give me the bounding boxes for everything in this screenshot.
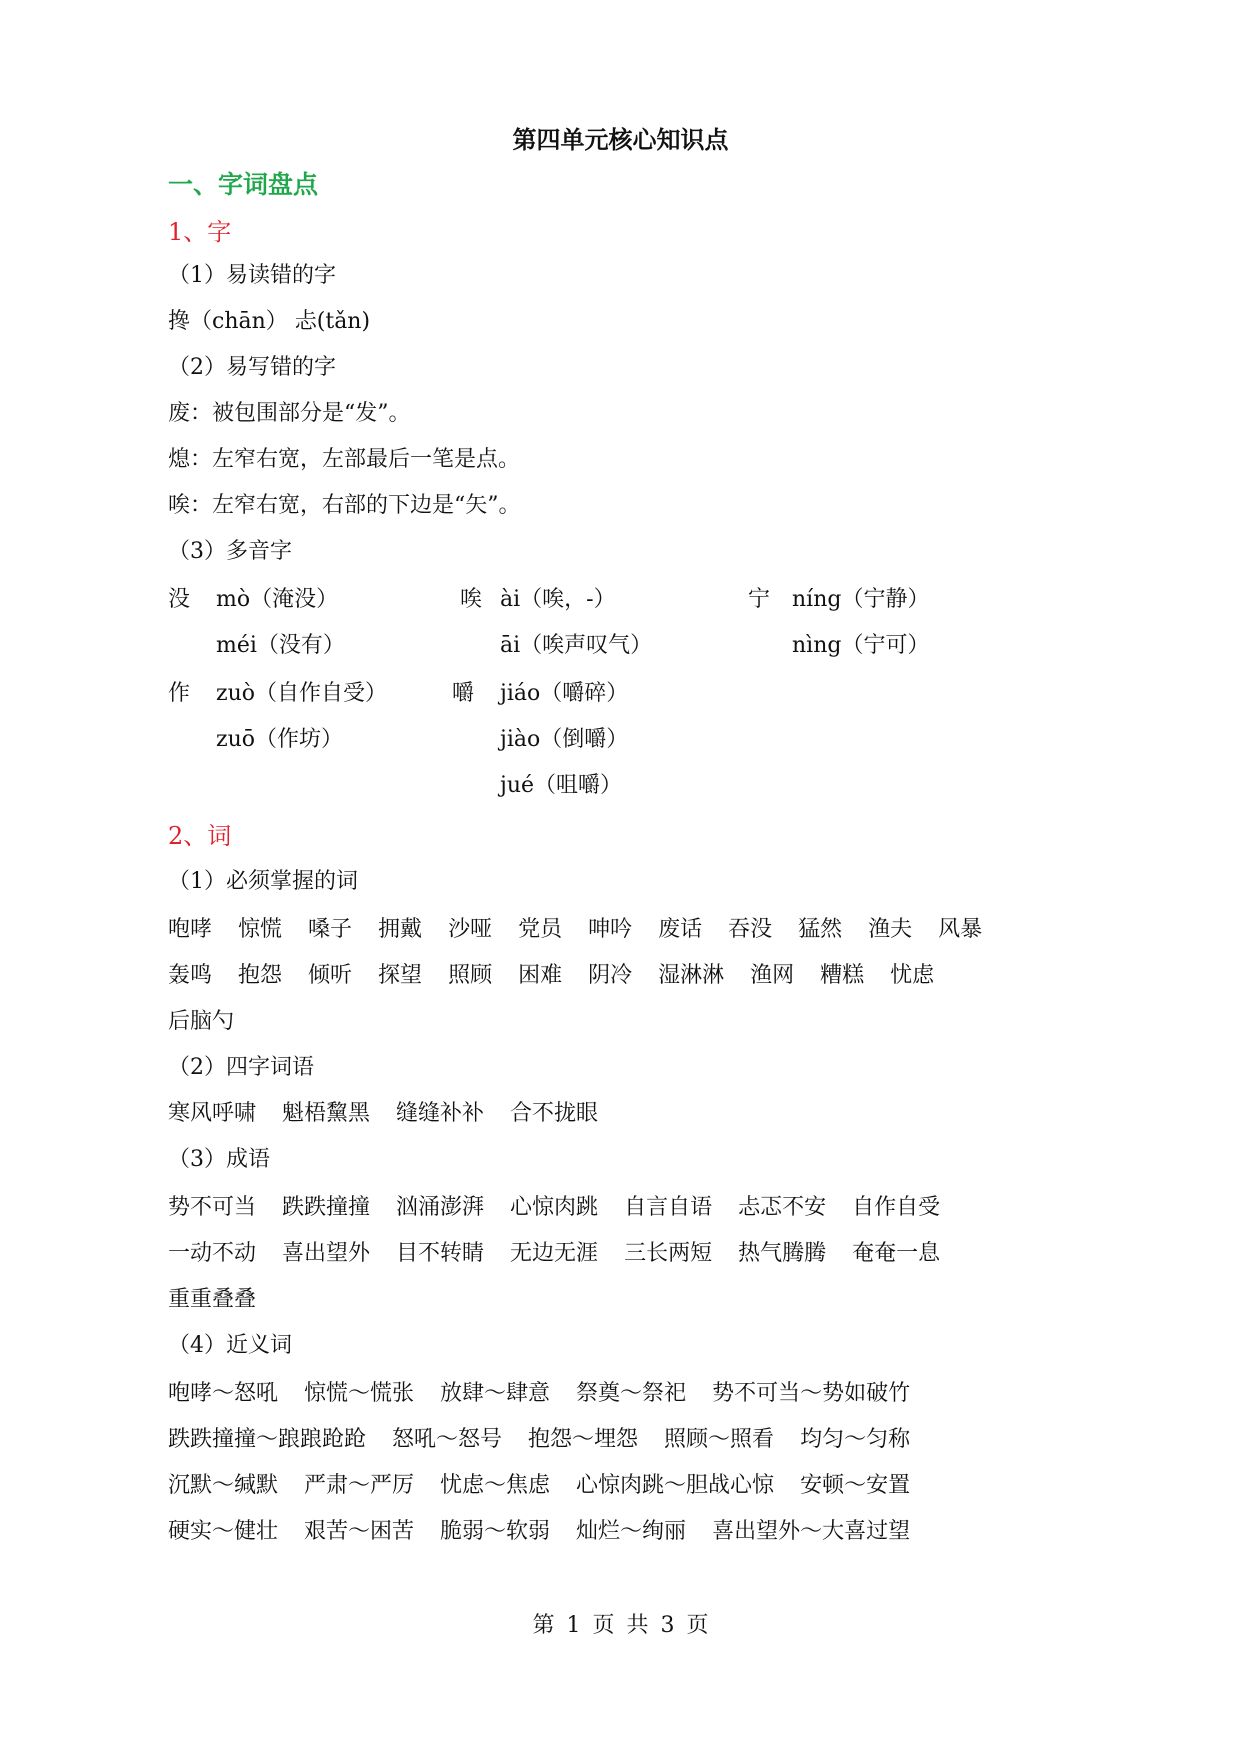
idiom: 无边无涯 <box>510 1241 599 1266</box>
synonym-pair: 心惊肉跳～胆战心惊 <box>576 1473 775 1498</box>
footer-text: 页 <box>686 1613 709 1638</box>
total-pages: 3 <box>660 1613 675 1638</box>
synonym-pair: 硬实～健壮 <box>168 1519 279 1544</box>
synonym-pair: 跌跌撞撞～踉踉跄跄 <box>168 1427 367 1452</box>
poly-reading: méi（没有） <box>216 633 345 658</box>
word: 忧虑 <box>890 963 935 988</box>
misread-chars: 搀（chān） 忐(tǎn) <box>168 309 371 334</box>
word: 渔网 <box>750 963 795 988</box>
idiom: 忐忑不安 <box>738 1195 827 1220</box>
poly-reading: āi（唉声叹气） <box>500 633 653 658</box>
label-polyphonic: （3）多音字 <box>168 539 292 564</box>
synonym-pair: 喜出望外～大喜过望 <box>712 1519 911 1544</box>
idiom: 目不转睛 <box>396 1241 485 1266</box>
word: 阴冷 <box>588 963 633 988</box>
idiom: 心惊肉跳 <box>510 1195 599 1220</box>
poly-reading: jiào（倒嚼） <box>500 727 629 752</box>
word: 缝缝补补 <box>396 1101 485 1126</box>
synonym-pair: 祭奠～祭祀 <box>576 1381 687 1406</box>
label-must-master: （1）必须掌握的词 <box>168 869 358 894</box>
poly-reading: jué（咀嚼） <box>500 773 623 798</box>
word: 后脑勺 <box>168 1009 235 1034</box>
footer-text: 共 <box>626 1613 649 1638</box>
synonym-pair: 艰苦～困苦 <box>304 1519 415 1544</box>
synonym-pair: 惊慌～慌张 <box>304 1381 415 1406</box>
word-row <box>168 958 960 989</box>
miswrite-line: 唉：左窄右宽，右部的下边是“矢”。 <box>168 493 521 518</box>
idiom: 一动不动 <box>168 1241 257 1266</box>
miswrite-line: 废：被包围部分是“发”。 <box>168 401 411 426</box>
word: 魁梧黧黑 <box>282 1101 371 1126</box>
subsection-heading-characters: 1、字 <box>168 218 232 246</box>
idiom: 势不可当 <box>168 1195 257 1220</box>
idiom: 喜出望外 <box>282 1241 371 1266</box>
idiom: 三长两短 <box>624 1241 713 1266</box>
label-easy-misread: （1）易读错的字 <box>168 263 336 288</box>
synonym-pair: 怒吼～怒号 <box>392 1427 503 1452</box>
poly-reading: jiáo（嚼碎） <box>500 681 629 706</box>
word: 党员 <box>518 917 563 942</box>
miswrite-line: 熄：左窄右宽，左部最后一笔是点。 <box>168 447 521 472</box>
word: 惊慌 <box>238 917 283 942</box>
idiom: 自言自语 <box>624 1195 713 1220</box>
word: 呻吟 <box>588 917 633 942</box>
synonym-pair: 安顿～安置 <box>800 1473 911 1498</box>
poly-char: 宁 <box>748 587 771 612</box>
idiom: 热气腾腾 <box>738 1241 827 1266</box>
synonym-pair: 咆哮～怒吼 <box>168 1381 279 1406</box>
idiom: 自作自受 <box>852 1195 941 1220</box>
page-title: 第四单元核心知识点 <box>512 126 729 154</box>
word: 合不拢眼 <box>510 1101 599 1126</box>
word: 风暴 <box>938 917 983 942</box>
word: 探望 <box>378 963 423 988</box>
word: 抱怨 <box>238 963 283 988</box>
synonym-row <box>168 1468 936 1499</box>
poly-char: 没 <box>168 587 191 612</box>
poly-reading: zuò（自作自受） <box>216 681 388 706</box>
synonym-pair: 沉默～缄默 <box>168 1473 279 1498</box>
poly-reading: níng（宁静） <box>792 587 930 612</box>
poly-reading: mò（淹没） <box>216 587 339 612</box>
word: 拥戴 <box>378 917 423 942</box>
page-number: 1 <box>566 1613 581 1638</box>
synonym-row <box>168 1376 936 1407</box>
synonym-pair: 严肃～严厉 <box>304 1473 415 1498</box>
word: 湿淋淋 <box>658 963 725 988</box>
poly-char: 作 <box>168 681 191 706</box>
poly-char: 唉 <box>460 587 483 612</box>
page-footer <box>0 1608 1241 1639</box>
word: 猛然 <box>798 917 843 942</box>
word: 废话 <box>658 917 703 942</box>
word-row <box>168 912 1008 943</box>
label-easy-miswrite: （2）易写错的字 <box>168 355 336 380</box>
synonym-pair: 忧虑～焦虑 <box>440 1473 551 1498</box>
footer-text: 第 <box>532 1613 555 1638</box>
synonym-pair: 放肆～肆意 <box>440 1381 551 1406</box>
idiom-row <box>168 1236 966 1267</box>
word: 糟糕 <box>820 963 865 988</box>
synonym-pair: 脆弱～软弱 <box>440 1519 551 1544</box>
word: 寒风呼啸 <box>168 1101 257 1126</box>
poly-reading: zuō（作坊） <box>216 727 344 752</box>
synonym-pair: 照顾～照看 <box>664 1427 775 1452</box>
section-heading: 一、字词盘点 <box>168 170 319 199</box>
word: 咆哮 <box>168 917 213 942</box>
poly-reading: nìng（宁可） <box>792 633 930 658</box>
label-idioms: （3）成语 <box>168 1147 270 1172</box>
idiom: 重重叠叠 <box>168 1287 257 1312</box>
synonym-row <box>168 1514 936 1545</box>
label-synonyms: （4）近义词 <box>168 1333 292 1358</box>
poly-reading: ài（唉，-） <box>500 587 616 612</box>
subsection-heading-words: 2、词 <box>168 822 232 850</box>
word: 照顾 <box>448 963 493 988</box>
word: 轰鸣 <box>168 963 213 988</box>
synonym-pair: 灿烂～绚丽 <box>576 1519 687 1544</box>
idiom: 奄奄一息 <box>852 1241 941 1266</box>
idiom: 跌跌撞撞 <box>282 1195 371 1220</box>
label-four-char-words: （2）四字词语 <box>168 1055 314 1080</box>
synonym-pair: 势不可当～势如破竹 <box>712 1381 911 1406</box>
word: 嗓子 <box>308 917 353 942</box>
idiom-row <box>168 1282 282 1313</box>
footer-text: 页 <box>592 1613 615 1638</box>
idiom: 汹涌澎湃 <box>396 1195 485 1220</box>
synonym-pair: 均匀～匀称 <box>800 1427 911 1452</box>
word: 吞没 <box>728 917 773 942</box>
four-char-row <box>168 1096 624 1127</box>
poly-char: 嚼 <box>452 681 475 706</box>
word: 沙哑 <box>448 917 493 942</box>
synonym-row <box>168 1422 936 1453</box>
word: 困难 <box>518 963 563 988</box>
word-row <box>168 1004 260 1035</box>
word: 倾听 <box>308 963 353 988</box>
synonym-pair: 抱怨～埋怨 <box>528 1427 639 1452</box>
word: 渔夫 <box>868 917 913 942</box>
idiom-row <box>168 1190 966 1221</box>
